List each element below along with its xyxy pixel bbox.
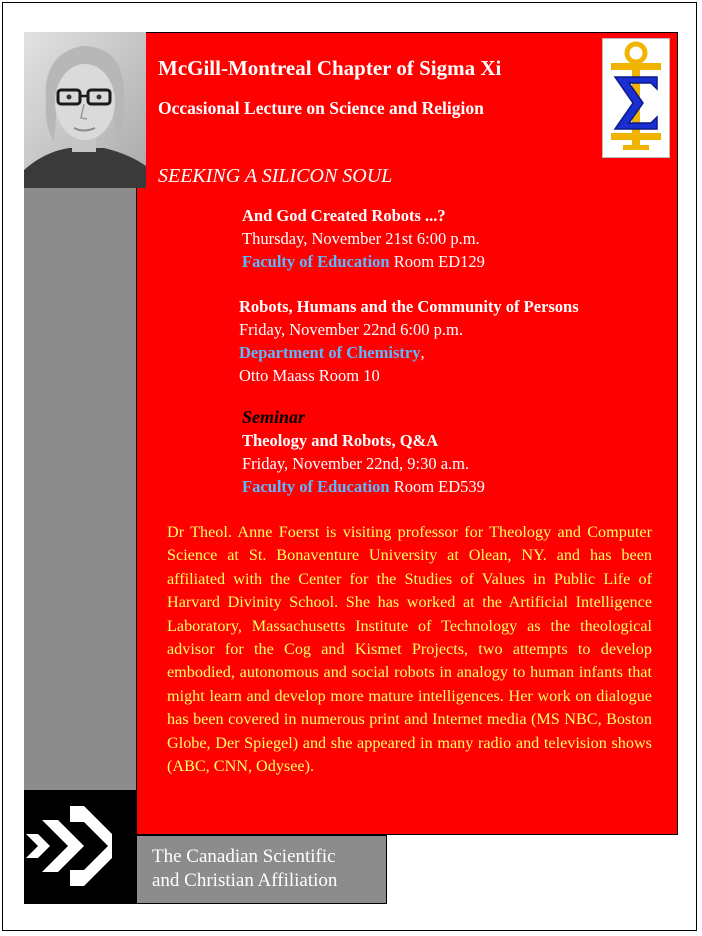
event-2 bbox=[239, 295, 579, 387]
speaker-portrait-icon bbox=[24, 32, 146, 188]
affiliation-box bbox=[136, 835, 387, 904]
sigma-xi-logo-box bbox=[602, 38, 670, 158]
affiliation-line-2: and Christian Affiliation bbox=[152, 870, 338, 891]
sigma-xi-logo-icon bbox=[603, 39, 669, 157]
event-place-suffix: , bbox=[420, 343, 425, 362]
event-room: Room ED129 bbox=[389, 252, 485, 271]
event-place: Department of Chemistry bbox=[239, 343, 421, 362]
speaker-bio: Dr Theol. Anne Foerst is visiting professor for Theology and Computer Science at St. Bonaventure University at Olean, NY. and has been affiliated with the Center for the Studies of Values in Public Life of Harvard Divinity School. She has worked at the Artificial Intelligence Laboratory, Massachusetts Institute of Technology as the theological advisor for the Cog and Kismet Projects, two attempts to develop embodied, autonomous and social robots in analogy to human infants that might learn and develop more mature intelligences. Her work on dialogue has been covered in numerous print and Internet media (MS NBC, Boston Globe, Der Spiegel) and she appeared in many radio and television shows (ABC, CNN, Odysee). bbox=[167, 523, 652, 776]
affiliation-line-1: The Canadian Scientific bbox=[152, 846, 336, 867]
event-1 bbox=[242, 204, 485, 273]
speaker-photo bbox=[24, 32, 146, 188]
event-place: Faculty of Education bbox=[242, 252, 390, 271]
chapter-title: McGill-Montreal Chapter of Sigma Xi bbox=[158, 56, 502, 80]
lecture-subtitle: Occasional Lecture on Science and Religion bbox=[158, 98, 484, 118]
event-location bbox=[239, 341, 579, 364]
seminar-label: Seminar bbox=[242, 407, 306, 427]
event-room: Room ED539 bbox=[389, 477, 485, 496]
csca-arrows-logo-icon bbox=[24, 790, 136, 904]
event-date: Thursday, November 21st 6:00 p.m. bbox=[242, 229, 480, 248]
event-place: Faculty of Education bbox=[242, 477, 390, 496]
event-location bbox=[242, 250, 485, 273]
affiliation-logo-box bbox=[24, 790, 136, 904]
gray-sidebar bbox=[24, 188, 136, 790]
event-date: Friday, November 22nd, 9:30 a.m. bbox=[242, 454, 470, 473]
event-title: Theology and Robots, Q&A bbox=[242, 431, 439, 450]
event-room: Otto Maass Room 10 bbox=[239, 366, 380, 385]
event-title: And God Created Robots ...? bbox=[242, 206, 446, 225]
event-location bbox=[242, 475, 485, 498]
lecture-title: SEEKING A SILICON SOUL bbox=[158, 165, 393, 187]
event-title: Robots, Humans and the Community of Persons bbox=[239, 297, 579, 316]
event-date: Friday, November 22nd 6:00 p.m. bbox=[239, 320, 463, 339]
event-3 bbox=[242, 406, 485, 498]
